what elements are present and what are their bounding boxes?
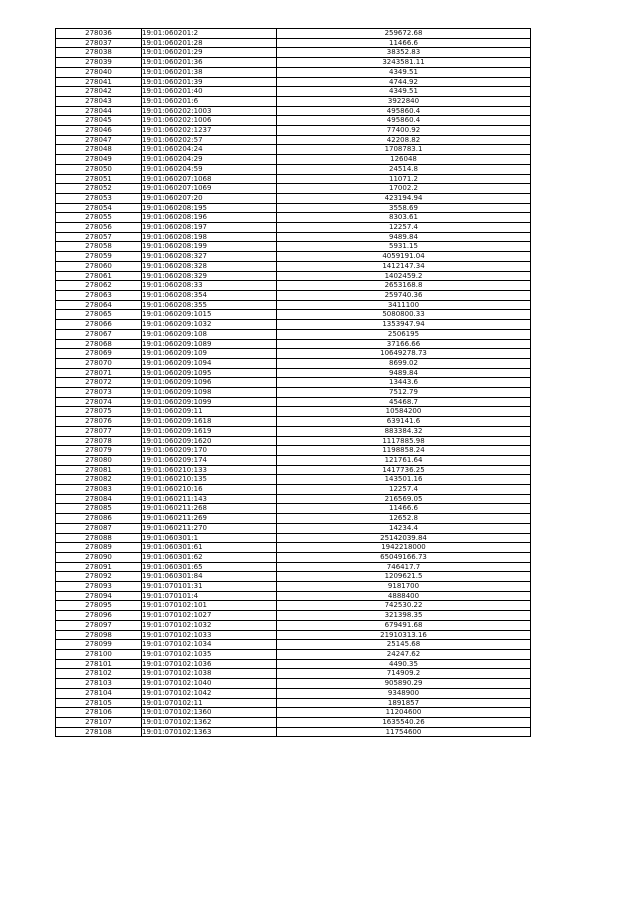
row-number-cell: 278057 — [56, 232, 142, 242]
row-number-cell: 278068 — [56, 339, 142, 349]
cadastral-number-cell: 19:01:070102:1040 — [142, 679, 277, 689]
table-row — [56, 378, 531, 388]
cadastral-number-cell: 19:01:060209:1015 — [142, 310, 277, 320]
cadastral-value-cell: 10649278.73 — [277, 349, 531, 359]
table-row — [56, 310, 531, 320]
cadastral-number-cell: 19:01:060201:6 — [142, 96, 277, 106]
cadastral-number-cell: 19:01:060204:59 — [142, 164, 277, 174]
cadastral-number-cell: 19:01:070102:1034 — [142, 640, 277, 650]
cadastral-value-cell: 4490.35 — [277, 659, 531, 669]
table-row — [56, 397, 531, 407]
table-row — [56, 174, 531, 184]
cadastral-value-cell: 45468.7 — [277, 397, 531, 407]
cadastral-value-cell: 1412147.34 — [277, 261, 531, 271]
row-number-cell: 278105 — [56, 698, 142, 708]
row-number-cell: 278038 — [56, 48, 142, 58]
table-row — [56, 358, 531, 368]
cadastral-value-cell: 495860.4 — [277, 106, 531, 116]
table-row — [56, 349, 531, 359]
row-number-cell: 278050 — [56, 164, 142, 174]
table-row — [56, 407, 531, 417]
cadastral-number-cell: 19:01:060208:197 — [142, 223, 277, 233]
row-number-cell: 278086 — [56, 514, 142, 524]
row-number-cell: 278043 — [56, 96, 142, 106]
table-row — [56, 708, 531, 718]
cadastral-number-cell: 19:01:060301:1 — [142, 533, 277, 543]
row-number-cell: 278058 — [56, 242, 142, 252]
table-row — [56, 417, 531, 427]
cadastral-value-cell: 3243581.11 — [277, 58, 531, 68]
row-number-cell: 278083 — [56, 485, 142, 495]
row-number-cell: 278061 — [56, 271, 142, 281]
table-row — [56, 48, 531, 58]
cadastral-value-cell: 8303.61 — [277, 213, 531, 223]
cadastral-value-cell: 2653168.8 — [277, 281, 531, 291]
cadastral-value-cell: 10584200 — [277, 407, 531, 417]
row-number-cell: 278102 — [56, 669, 142, 679]
row-number-cell: 278106 — [56, 708, 142, 718]
cadastral-value-cell: 4349.51 — [277, 67, 531, 77]
cadastral-number-cell: 19:01:070101:31 — [142, 582, 277, 592]
table-row — [56, 494, 531, 504]
table-row — [56, 688, 531, 698]
row-number-cell: 278074 — [56, 397, 142, 407]
table-row — [56, 601, 531, 611]
cadastral-number-cell: 19:01:060211:270 — [142, 523, 277, 533]
row-number-cell: 278072 — [56, 378, 142, 388]
row-number-cell: 278091 — [56, 562, 142, 572]
table-row — [56, 320, 531, 330]
table-row — [56, 29, 531, 39]
table-row — [56, 281, 531, 291]
cadastral-value-cell: 11466.6 — [277, 38, 531, 48]
cadastral-number-cell: 19:01:060202:1006 — [142, 116, 277, 126]
cadastral-value-cell: 5080800.33 — [277, 310, 531, 320]
row-number-cell: 278040 — [56, 67, 142, 77]
cadastral-value-table — [55, 28, 531, 737]
cadastral-number-cell: 19:01:070102:1360 — [142, 708, 277, 718]
row-number-cell: 278071 — [56, 368, 142, 378]
cadastral-value-cell: 9489.84 — [277, 368, 531, 378]
cadastral-number-cell: 19:01:060209:11 — [142, 407, 277, 417]
cadastral-number-cell: 19:01:060208:354 — [142, 290, 277, 300]
cadastral-number-cell: 19:01:060210:135 — [142, 475, 277, 485]
cadastral-value-cell: 7512.79 — [277, 388, 531, 398]
cadastral-value-cell: 38352.83 — [277, 48, 531, 58]
cadastral-value-cell: 3558.69 — [277, 203, 531, 213]
cadastral-value-cell: 423194.94 — [277, 193, 531, 203]
cadastral-number-cell: 19:01:060202:1003 — [142, 106, 277, 116]
table-row — [56, 164, 531, 174]
cadastral-value-cell: 11466.6 — [277, 504, 531, 514]
table-row — [56, 659, 531, 669]
cadastral-number-cell: 19:01:060201:29 — [142, 48, 277, 58]
table-row — [56, 388, 531, 398]
cadastral-value-cell: 1635540.26 — [277, 717, 531, 727]
cadastral-value-cell: 25142039.84 — [277, 533, 531, 543]
row-number-cell: 278076 — [56, 417, 142, 427]
cadastral-number-cell: 19:01:070102:1035 — [142, 650, 277, 660]
row-number-cell: 278096 — [56, 611, 142, 621]
table-row — [56, 193, 531, 203]
cadastral-number-cell: 19:01:060208:198 — [142, 232, 277, 242]
cadastral-number-cell: 19:01:060209:1620 — [142, 436, 277, 446]
cadastral-number-cell: 19:01:060208:328 — [142, 261, 277, 271]
row-number-cell: 278036 — [56, 29, 142, 39]
cadastral-number-cell: 19:01:070102:101 — [142, 601, 277, 611]
row-number-cell: 278075 — [56, 407, 142, 417]
table-row — [56, 271, 531, 281]
cadastral-value-cell: 4744.92 — [277, 77, 531, 87]
table-row — [56, 77, 531, 87]
cadastral-value-cell: 65049166.73 — [277, 552, 531, 562]
table-row — [56, 620, 531, 630]
cadastral-number-cell: 19:01:060201:39 — [142, 77, 277, 87]
cadastral-value-cell: 121761.64 — [277, 455, 531, 465]
cadastral-value-cell: 14234.4 — [277, 523, 531, 533]
cadastral-number-cell: 19:01:070102:1036 — [142, 659, 277, 669]
cadastral-value-cell: 1198858.24 — [277, 446, 531, 456]
table-row — [56, 562, 531, 572]
row-number-cell: 278093 — [56, 582, 142, 592]
cadastral-value-cell: 37166.66 — [277, 339, 531, 349]
table-row — [56, 96, 531, 106]
cadastral-value-cell: 883384.32 — [277, 426, 531, 436]
row-number-cell: 278090 — [56, 552, 142, 562]
row-number-cell: 278085 — [56, 504, 142, 514]
cadastral-value-cell: 77400.92 — [277, 126, 531, 136]
table-row — [56, 329, 531, 339]
row-number-cell: 278066 — [56, 320, 142, 330]
row-number-cell: 278099 — [56, 640, 142, 650]
row-number-cell: 278052 — [56, 184, 142, 194]
cadastral-number-cell: 19:01:060208:195 — [142, 203, 277, 213]
cadastral-number-cell: 19:01:060207:1069 — [142, 184, 277, 194]
table-row — [56, 339, 531, 349]
cadastral-value-cell: 11204600 — [277, 708, 531, 718]
row-number-cell: 278056 — [56, 223, 142, 233]
cadastral-number-cell: 19:01:070101:4 — [142, 591, 277, 601]
cadastral-number-cell: 19:01:070102:1027 — [142, 611, 277, 621]
row-number-cell: 278041 — [56, 77, 142, 87]
cadastral-value-cell: 42208.82 — [277, 135, 531, 145]
table-row — [56, 436, 531, 446]
row-number-cell: 278039 — [56, 58, 142, 68]
table-row — [56, 184, 531, 194]
cadastral-value-cell: 9348900 — [277, 688, 531, 698]
cadastral-value-cell: 25145.68 — [277, 640, 531, 650]
table-body — [56, 29, 531, 737]
cadastral-number-cell: 19:01:060208:327 — [142, 252, 277, 262]
row-number-cell: 278103 — [56, 679, 142, 689]
row-number-cell: 278079 — [56, 446, 142, 456]
cadastral-number-cell: 19:01:060202:57 — [142, 135, 277, 145]
cadastral-value-cell: 259740.36 — [277, 290, 531, 300]
table-row — [56, 611, 531, 621]
cadastral-number-cell: 19:01:060208:355 — [142, 300, 277, 310]
row-number-cell: 278087 — [56, 523, 142, 533]
row-number-cell: 278098 — [56, 630, 142, 640]
row-number-cell: 278037 — [56, 38, 142, 48]
row-number-cell: 278069 — [56, 349, 142, 359]
table-row — [56, 58, 531, 68]
cadastral-number-cell: 19:01:060301:84 — [142, 572, 277, 582]
cadastral-number-cell: 19:01:060210:133 — [142, 465, 277, 475]
table-row — [56, 572, 531, 582]
cadastral-number-cell: 19:01:060202:1237 — [142, 126, 277, 136]
cadastral-value-cell: 9181700 — [277, 582, 531, 592]
table-row — [56, 213, 531, 223]
table-row — [56, 116, 531, 126]
table-row — [56, 523, 531, 533]
table-row — [56, 155, 531, 165]
table-row — [56, 640, 531, 650]
cadastral-number-cell: 19:01:060209:1098 — [142, 388, 277, 398]
cadastral-value-cell: 143501.16 — [277, 475, 531, 485]
cadastral-number-cell: 19:01:060209:1089 — [142, 339, 277, 349]
cadastral-number-cell: 19:01:060301:61 — [142, 543, 277, 553]
cadastral-value-cell: 126048 — [277, 155, 531, 165]
row-number-cell: 278046 — [56, 126, 142, 136]
cadastral-value-cell: 8699.02 — [277, 358, 531, 368]
cadastral-value-cell: 742530.22 — [277, 601, 531, 611]
cadastral-value-cell: 11754600 — [277, 727, 531, 737]
row-number-cell: 278051 — [56, 174, 142, 184]
cadastral-value-cell: 1942218000 — [277, 543, 531, 553]
cadastral-value-cell: 24247.62 — [277, 650, 531, 660]
cadastral-value-cell: 12257.4 — [277, 485, 531, 495]
row-number-cell: 278104 — [56, 688, 142, 698]
row-number-cell: 278065 — [56, 310, 142, 320]
table-row — [56, 504, 531, 514]
cadastral-number-cell: 19:01:060204:29 — [142, 155, 277, 165]
cadastral-value-cell: 11071.2 — [277, 174, 531, 184]
table-row — [56, 135, 531, 145]
table-row — [56, 485, 531, 495]
cadastral-value-cell: 746417.7 — [277, 562, 531, 572]
row-number-cell: 278070 — [56, 358, 142, 368]
row-number-cell: 278063 — [56, 290, 142, 300]
table-row — [56, 232, 531, 242]
cadastral-value-cell: 4349.51 — [277, 87, 531, 97]
table-row — [56, 87, 531, 97]
row-number-cell: 278048 — [56, 145, 142, 155]
row-number-cell: 278080 — [56, 455, 142, 465]
cadastral-number-cell: 19:01:070102:1042 — [142, 688, 277, 698]
table-row — [56, 669, 531, 679]
row-number-cell: 278044 — [56, 106, 142, 116]
row-number-cell: 278100 — [56, 650, 142, 660]
cadastral-number-cell: 19:01:060211:268 — [142, 504, 277, 514]
row-number-cell: 278062 — [56, 281, 142, 291]
table-row — [56, 698, 531, 708]
cadastral-value-cell: 1402459.2 — [277, 271, 531, 281]
row-number-cell: 278094 — [56, 591, 142, 601]
row-number-cell: 278082 — [56, 475, 142, 485]
row-number-cell: 278097 — [56, 620, 142, 630]
row-number-cell: 278088 — [56, 533, 142, 543]
cadastral-value-cell: 5931.15 — [277, 242, 531, 252]
cadastral-number-cell: 19:01:060301:62 — [142, 552, 277, 562]
cadastral-number-cell: 19:01:060209:1095 — [142, 368, 277, 378]
table-row — [56, 533, 531, 543]
cadastral-number-cell: 19:01:060201:2 — [142, 29, 277, 39]
table-row — [56, 145, 531, 155]
table-row — [56, 465, 531, 475]
row-number-cell: 278053 — [56, 193, 142, 203]
cadastral-number-cell: 19:01:060208:199 — [142, 242, 277, 252]
table-row — [56, 38, 531, 48]
cadastral-number-cell: 19:01:070102:1032 — [142, 620, 277, 630]
table-row — [56, 475, 531, 485]
cadastral-number-cell: 19:01:060201:28 — [142, 38, 277, 48]
cadastral-value-cell: 1891857 — [277, 698, 531, 708]
cadastral-number-cell: 19:01:060201:38 — [142, 67, 277, 77]
cadastral-value-cell: 2506195 — [277, 329, 531, 339]
row-number-cell: 278047 — [56, 135, 142, 145]
cadastral-number-cell: 19:01:060201:40 — [142, 87, 277, 97]
cadastral-number-cell: 19:01:060209:1618 — [142, 417, 277, 427]
row-number-cell: 278089 — [56, 543, 142, 553]
cadastral-value-cell: 905890.29 — [277, 679, 531, 689]
cadastral-value-cell: 321398.35 — [277, 611, 531, 621]
table-row — [56, 290, 531, 300]
row-number-cell: 278101 — [56, 659, 142, 669]
cadastral-value-cell: 3922840 — [277, 96, 531, 106]
cadastral-number-cell: 19:01:060208:33 — [142, 281, 277, 291]
table-row — [56, 368, 531, 378]
table-row — [56, 203, 531, 213]
cadastral-value-cell: 1209621.5 — [277, 572, 531, 582]
cadastral-number-cell: 19:01:060209:174 — [142, 455, 277, 465]
table-row — [56, 455, 531, 465]
table-row — [56, 552, 531, 562]
table-row — [56, 650, 531, 660]
cadastral-number-cell: 19:01:060208:196 — [142, 213, 277, 223]
cadastral-value-cell: 259672.68 — [277, 29, 531, 39]
cadastral-value-cell: 12257.4 — [277, 223, 531, 233]
cadastral-value-cell: 4888400 — [277, 591, 531, 601]
row-number-cell: 278049 — [56, 155, 142, 165]
row-number-cell: 278073 — [56, 388, 142, 398]
cadastral-number-cell: 19:01:060301:65 — [142, 562, 277, 572]
row-number-cell: 278054 — [56, 203, 142, 213]
cadastral-number-cell: 19:01:060209:1619 — [142, 426, 277, 436]
cadastral-value-cell: 1708783.1 — [277, 145, 531, 155]
cadastral-number-cell: 19:01:060209:1032 — [142, 320, 277, 330]
row-number-cell: 278078 — [56, 436, 142, 446]
cadastral-value-cell: 4059191.04 — [277, 252, 531, 262]
table-row — [56, 223, 531, 233]
cadastral-number-cell: 19:01:070102:1038 — [142, 669, 277, 679]
row-number-cell: 278107 — [56, 717, 142, 727]
table-row — [56, 126, 531, 136]
cadastral-value-cell: 3411100 — [277, 300, 531, 310]
row-number-cell: 278108 — [56, 727, 142, 737]
row-number-cell: 278092 — [56, 572, 142, 582]
table-row — [56, 514, 531, 524]
cadastral-value-cell: 17002.2 — [277, 184, 531, 194]
cadastral-number-cell: 19:01:060210:16 — [142, 485, 277, 495]
row-number-cell: 278055 — [56, 213, 142, 223]
cadastral-number-cell: 19:01:070102:1362 — [142, 717, 277, 727]
cadastral-number-cell: 19:01:060209:109 — [142, 349, 277, 359]
cadastral-number-cell: 19:01:060209:108 — [142, 329, 277, 339]
cadastral-value-cell: 1417736.25 — [277, 465, 531, 475]
table-row — [56, 242, 531, 252]
cadastral-value-cell: 24514.8 — [277, 164, 531, 174]
row-number-cell: 278067 — [56, 329, 142, 339]
cadastral-value-cell: 21910313.16 — [277, 630, 531, 640]
cadastral-number-cell: 19:01:060209:1094 — [142, 358, 277, 368]
row-number-cell: 278060 — [56, 261, 142, 271]
cadastral-number-cell: 19:01:060209:1096 — [142, 378, 277, 388]
cadastral-number-cell: 19:01:070102:11 — [142, 698, 277, 708]
row-number-cell: 278084 — [56, 494, 142, 504]
table-row — [56, 252, 531, 262]
cadastral-number-cell: 19:01:060209:1099 — [142, 397, 277, 407]
row-number-cell: 278045 — [56, 116, 142, 126]
row-number-cell: 278081 — [56, 465, 142, 475]
table-row — [56, 261, 531, 271]
table-row — [56, 727, 531, 737]
cadastral-value-cell: 13443.6 — [277, 378, 531, 388]
cadastral-number-cell: 19:01:060211:143 — [142, 494, 277, 504]
row-number-cell: 278064 — [56, 300, 142, 310]
row-number-cell: 278077 — [56, 426, 142, 436]
cadastral-number-cell: 19:01:060208:329 — [142, 271, 277, 281]
cadastral-value-cell: 495860.4 — [277, 116, 531, 126]
row-number-cell: 278042 — [56, 87, 142, 97]
table-row — [56, 67, 531, 77]
cadastral-number-cell: 19:01:060209:170 — [142, 446, 277, 456]
cadastral-number-cell: 19:01:070102:1033 — [142, 630, 277, 640]
cadastral-value-cell: 1117885.98 — [277, 436, 531, 446]
table-row — [56, 630, 531, 640]
cadastral-value-cell: 216569.05 — [277, 494, 531, 504]
cadastral-number-cell: 19:01:060204:24 — [142, 145, 277, 155]
cadastral-value-cell: 679491.68 — [277, 620, 531, 630]
row-number-cell: 278059 — [56, 252, 142, 262]
table-row — [56, 300, 531, 310]
table-row — [56, 717, 531, 727]
cadastral-value-cell: 9489.84 — [277, 232, 531, 242]
cadastral-number-cell: 19:01:060201:36 — [142, 58, 277, 68]
table-row — [56, 591, 531, 601]
cadastral-value-cell: 639141.6 — [277, 417, 531, 427]
row-number-cell: 278095 — [56, 601, 142, 611]
table-row — [56, 426, 531, 436]
table-row — [56, 543, 531, 553]
cadastral-number-cell: 19:01:060207:20 — [142, 193, 277, 203]
cadastral-value-cell: 12652.8 — [277, 514, 531, 524]
table-row — [56, 106, 531, 116]
cadastral-number-cell: 19:01:070102:1363 — [142, 727, 277, 737]
cadastral-number-cell: 19:01:060211:269 — [142, 514, 277, 524]
cadastral-value-cell: 714909.2 — [277, 669, 531, 679]
table-row — [56, 679, 531, 689]
cadastral-value-cell: 1353947.94 — [277, 320, 531, 330]
table-row — [56, 582, 531, 592]
table-row — [56, 446, 531, 456]
cadastral-number-cell: 19:01:060207:1068 — [142, 174, 277, 184]
